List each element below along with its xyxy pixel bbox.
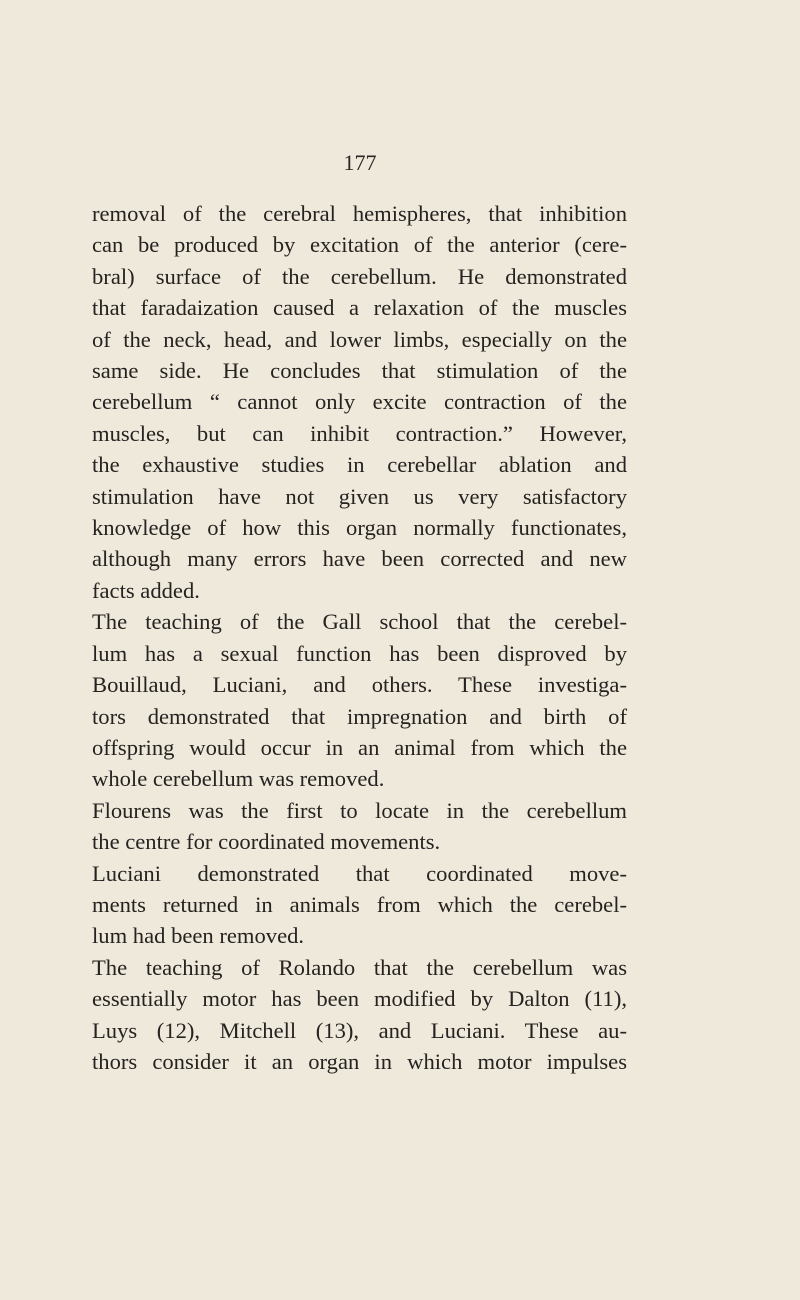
text-line: whole cerebellum was removed. xyxy=(92,766,385,792)
text-line: The teaching of Rolando that the cerebellum was xyxy=(92,954,627,980)
text-line: bral) surface of the cerebellum. He demonstrated xyxy=(92,263,627,289)
text-line: lum has a sexual function has been disproved by xyxy=(92,640,627,666)
text-line: essentially motor has been modified by Dalton (11), xyxy=(92,986,627,1012)
text-line: offspring would occur in an animal from which the xyxy=(92,734,627,760)
text-line: the centre for coordinated movements. xyxy=(92,829,441,855)
text-line: knowledge of how this organ normally functionates, xyxy=(92,515,627,541)
text-line: cerebellum “ cannot only excite contraction of the xyxy=(92,389,627,415)
body-text xyxy=(92,198,627,1077)
text-line: thors consider it an organ in which motor impulses xyxy=(92,1048,627,1074)
paragraph-2 xyxy=(92,606,627,794)
text-line: the exhaustive studies in cerebellar ablation and xyxy=(92,452,627,478)
text-line: of the neck, head, and lower limbs, especially on the xyxy=(92,326,627,352)
text-line: The teaching of the Gall school that the cerebel- xyxy=(92,609,627,635)
text-line: same side. He concludes that stimulation of the xyxy=(92,358,627,384)
text-line: tors demonstrated that impregnation and birth of xyxy=(92,703,627,729)
paragraph-3 xyxy=(92,795,627,858)
text-line: facts added. xyxy=(92,577,200,603)
text-line: Bouillaud, Luciani, and others. These investiga- xyxy=(92,672,627,698)
text-line: although many errors have been corrected and new xyxy=(92,546,627,572)
text-line: can be produced by excitation of the anterior (cere- xyxy=(92,232,627,258)
text-line: lum had been removed. xyxy=(92,923,305,949)
text-line: removal of the cerebral hemispheres, that inhibition xyxy=(92,201,627,226)
text-line: Luciani demonstrated that coordinated move- xyxy=(92,860,627,886)
paragraph-5 xyxy=(92,952,627,1078)
text-line: Flourens was the first to locate in the cerebellum xyxy=(92,797,627,823)
paragraph-1 xyxy=(92,198,627,606)
text-line: ments returned in animals from which the cerebel- xyxy=(92,891,627,917)
text-line: Luys (12), Mitchell (13), and Luciani. These au- xyxy=(92,1017,627,1043)
text-line: stimulation have not given us very satisfactory xyxy=(92,483,627,509)
page-number: 177 xyxy=(343,150,377,175)
text-line: muscles, but can inhibit contraction.” However, xyxy=(92,420,627,446)
paragraph-4 xyxy=(92,858,627,952)
text-line: that faradaization caused a relaxation of the muscles xyxy=(92,295,627,321)
